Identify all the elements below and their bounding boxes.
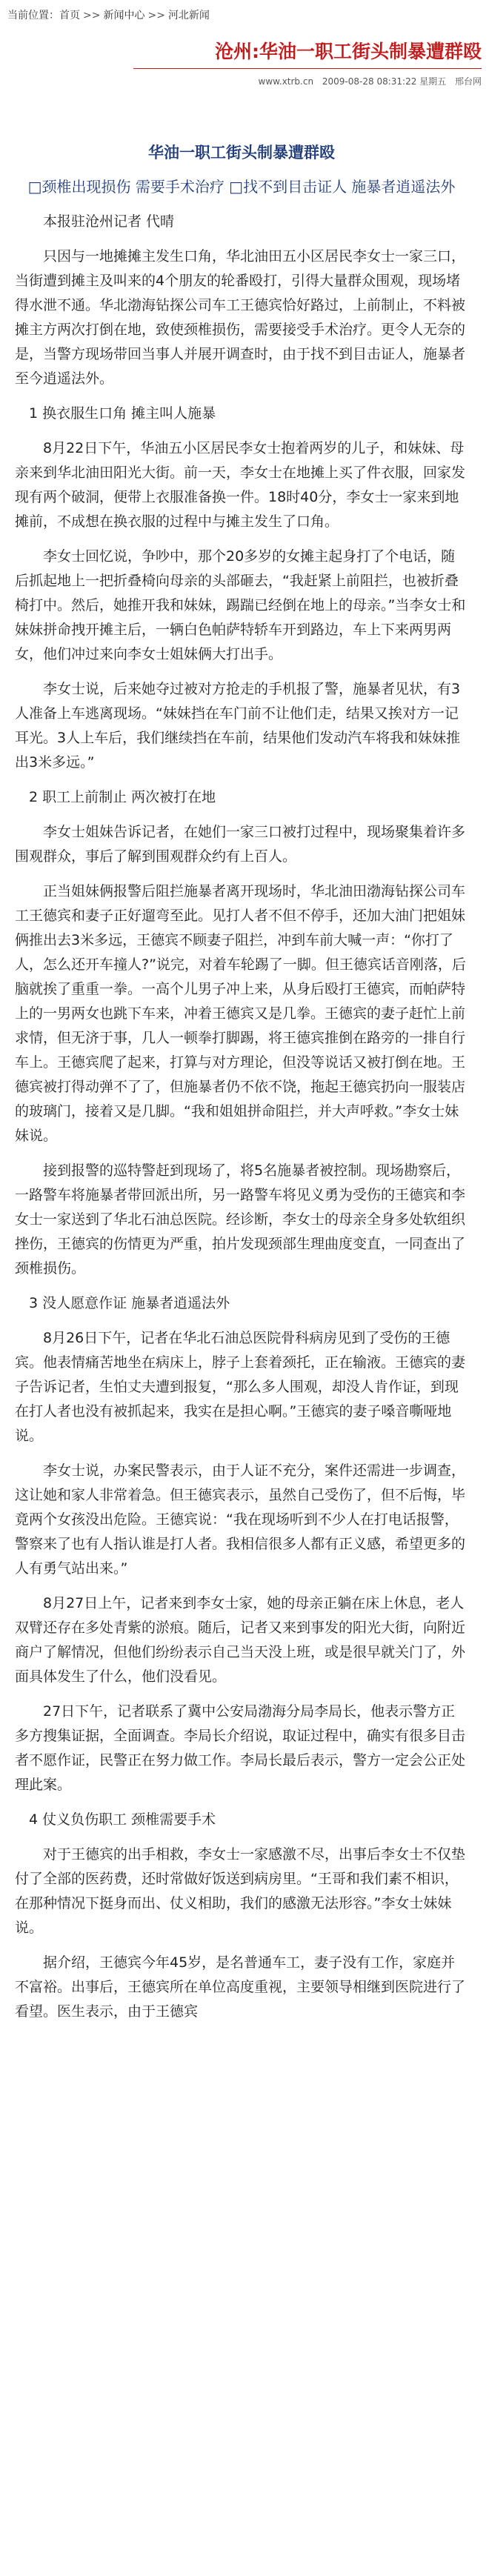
breadcrumb [7, 4, 210, 27]
article-paragraph: 27日下午，记者联系了冀中公安局渤海分局李局长，他表示警方正多方搜集证据，全面调查。李局长介绍说，取证过程中，确实有很多目击者不愿作证，民警正在努力做工作。李局长最后表示，警方一定会公正处理此案。 [15, 1703, 466, 1793]
breadcrumb-separator: >> [83, 10, 101, 21]
article-paragraph: 只因与一地摊摊主发生口角，华北油田五小区居民李女士一家三口，当街遭到摊主及叫来的4个朋友的轮番殴打，引得大量群众围观，现场堵得水泄不通。华北渤海钻探公司车工王德宾恰好路过，上前制止，不料被摊主方两次打倒在地，致使颈椎损伤，需要接受手术治疗。更令人无奈的是，当警方现场带回当事人并展开调查时，由于找不到目击证人，施暴者至今逍遥法外。 [15, 248, 466, 387]
article-paragraph: 对于王德宾的出手相救，李女士一家感激不尽，出事后李女士不仅垫付了全部的医药费，还时常做好饭送到病房里。“王哥和我们素不相识，在那种情况下挺身而出、仗义相助，我们的感激无法形容。”李女士妹妹说。 [15, 1846, 466, 1936]
headline-block [133, 39, 482, 87]
article-paragraphs [15, 210, 468, 2024]
section-heading: 2 职工上前制止 两次被打在地 [29, 789, 216, 805]
article-paragraph: 接到报警的巡特警赶到现场了，将5名施暴者被控制。现场勘察后，一路警车将施暴者带回派出所，另一路警车将见义勇为受伤的王德宾和李女士一家送到了华北石油总医院。经诊断，李女士的母亲全身多处软组织挫伤，王德宾的伤情更为严重，拍片发现颈部生理曲度变直，一同查出了颈椎损伤。 [15, 1162, 466, 1277]
section-heading: 1 换衣服生口角 摊主叫人施暴 [29, 405, 216, 422]
article-paragraph: 李女士说，后来她夺过被对方抢走的手机报了警，施暴者见状，有3人准备上车逃离现场。“妹妹挡在车门前不让他们走，结果又挨对方一记耳光。3人上车后，我们继续挡在车前，结果他们发动汽车将我和妹妹推出3米多远。” [15, 681, 461, 771]
section-heading: 3 没人愿意作证 施暴者逍遥法外 [29, 1295, 230, 1311]
breadcrumb-link-home[interactable]: 首页 [59, 10, 80, 21]
article-title: 华油一职工街头制暴遭群殴 [148, 144, 335, 162]
page-headline: 沧州:华油一职工街头制暴遭群殴 [215, 41, 482, 62]
article-paragraph: 8月27日上午，记者来到李女士家，她的母亲正躺在床上休息，老人双臂还存在多处青紫的淤痕。随后，记者又来到事发的阳光大街，向附近商户了解情况，但他们纷纷表示自己当天没上班，或是很早就关门了，外面具体发生了什么，他们没看见。 [15, 1595, 466, 1685]
article-meta [133, 68, 482, 87]
breadcrumb-separator: >> [147, 10, 165, 21]
article-paragraph: 李女士说，办案民警表示，由于人证不充分，案件还需进一步调查，这让她和家人非常着急。但王德宾表示，虽然自己受伤了，但不后悔，毕竟两个女孩没出危险。王德宾说：“我在现场听到不少人在打电话报警，警察来了也有人指认谁是打人者。我相信很多人都有正义感，希望更多的人有勇气站出来。” [15, 1462, 466, 1577]
article-paragraph: 李女士姐妹告诉记者，在她们一家三口被打过程中，现场聚集着许多围观群众，事后了解到围观群众约有上百人。 [15, 824, 466, 865]
breadcrumb-link-news-center[interactable]: 新闻中心 [103, 10, 145, 21]
section-heading: 4 仗义负伤职工 颈椎需要手术 [29, 1811, 216, 1828]
article-body [15, 141, 468, 2034]
article-paragraph: 8月22日下午，华油五小区居民李女士抱着两岁的儿子，和妹妹、母亲来到华北油田阳光大街。前一天，李女士在地摊上买了件衣服，回家发现有两个破洞，便带上衣服准备换一件。18时40分，李女士一家来到地摊前，不成想在换衣服的过程中与摊主发生了口角。 [15, 440, 466, 530]
byline: 本报驻沧州记者 代晴 [43, 213, 175, 230]
article-paragraph: 据介绍，王德宾今年45岁，是名普通车工，妻子没有工作，家庭并不富裕。出事后，王德宾所在单位高度重视，主要领导相继到医院进行了看望。医生表示，由于王德宾 [15, 1954, 466, 2020]
outlet-name: 邢台网 [454, 76, 482, 87]
article-paragraph: 8月26日下午，记者在华北石油总医院骨科病房见到了受伤的王德宾。他表情痛苦地坐在病床上，脖子上套着颈托，正在输液。王德宾的妻子告诉记者，生怕丈夫遭到报复，“那么多人围观，却没人肯作证，到现在打人者也没有被抓起来，我实在是担心啊。”王德宾的妻子嗓音嘶哑地说。 [15, 1330, 466, 1444]
article-paragraph: 李女士回忆说，争吵中，那个20多岁的女摊主起身打了个电话，随后抓起地上一把折叠椅向母亲的头部砸去，“我赶紧上前阻拦，也被折叠椅打中。然后，她推开我和妹妹，踢踹已经倒在地上的母亲。”当李女士和妹妹拼命拽开摊主后，一辆白色帕萨特轿车开到路边，车上下来两男两女，他们冲过来向李女士姐妹俩大打出手。 [15, 548, 466, 662]
source-site: www.xtrb.cn [258, 76, 314, 87]
breadcrumb-link-hebei-news[interactable]: 河北新闻 [167, 10, 210, 21]
article-subtitle: □颈椎出现损伤 需要手术治疗 □找不到目击证人 施暴者逍遥法外 [27, 178, 456, 196]
article-paragraph: 正当姐妹俩报警后阻拦施暴者离开现场时，华北油田渤海钻探公司车工王德宾和妻子正好遛弯至此。见打人者不但不停手，还加大油门把姐妹俩推出去3米多远，王德宾不顾妻子阻拦，冲到车前大喊一声：“你打了人，怎么还开车撞人?”说完，对着车轮踢了一脚。但王德宾话音刚落，后脑就挨了重重一拳。一高个儿男子冲上来，从身后殴打王德宾，而帕萨特上的一男两女也跳下车来，冲着王德宾又是几拳。王德宾的妻子赶忙上前求情，但无济于事，几人一顿拳打脚踢，将王德宾推倒在路旁的一排自行车上。王德宾爬了起来，打算与对方理论，但没等说话又被打倒在地。王德宾被打得动弹不了了，但施暴者仍不依不饶，拖起王德宾扔向一服装店的玻璃门，接着又是几脚。“我和姐姐拼命阻拦，并大声呼救。”李女士妹妹说。 [15, 883, 466, 1144]
breadcrumb-prefix: 当前位置： [7, 10, 59, 21]
publish-datetime: 2009-08-28 08:31:22 星期五 [322, 76, 447, 87]
